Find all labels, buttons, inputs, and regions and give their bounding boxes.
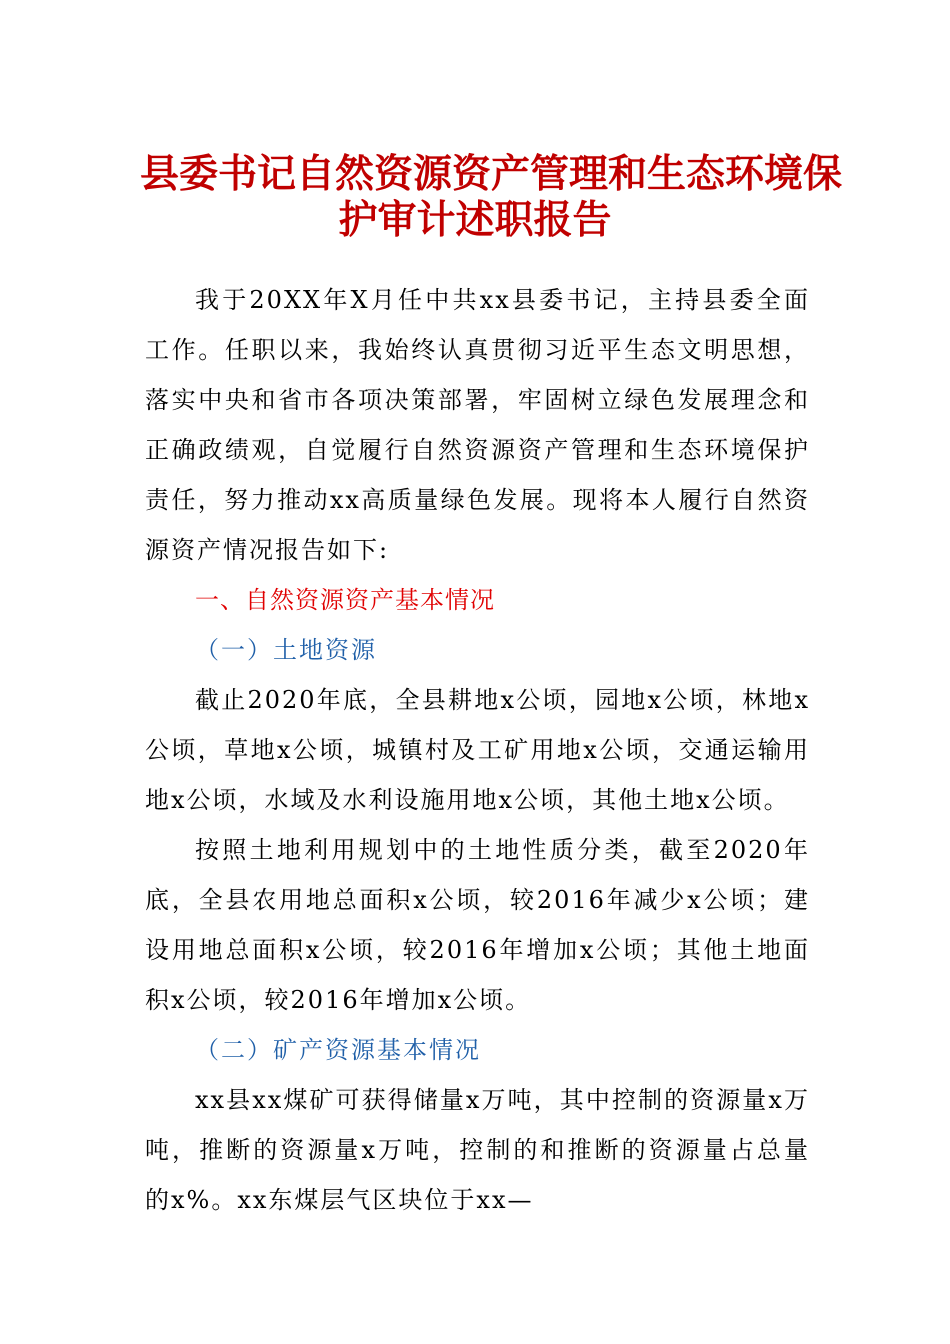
land-paragraph-1: 截止2020年底，全县耕地x公顷，园地x公顷，林地x公顷，草地x公顷，城镇村及工矿用地x公顷，交通运输用地x公顷，水域及水利设施用地x公顷，其他土地x公顷。: [145, 686, 810, 814]
intro-paragraph: 我于20XX年X月任中共xx县委书记，主持县委全面工作。任职以来，我始终认真贯彻习近平生态文明思想，落实中央和省市各项决策部署，牢固树立绿色发展理念和正确政绩观，自觉履行自然资源资产管理和生态环境保护责任，努力推动xx高质量绿色发展。现将本人履行自然资源资产情况报告如下:: [145, 286, 810, 564]
document-body: [145, 275, 810, 1225]
land-paragraph-2: 按照土地利用规划中的土地性质分类，截至2020年底，全县农用地总面积x公顷，较2016年减少x公顷；建设用地总面积x公顷，较2016年增加x公顷；其他土地面积x公顷，较2016年增加x公顷。: [145, 836, 810, 1014]
minerals-paragraph-1: xx县xx煤矿可获得储量x万吨，其中控制的资源量x万吨，推断的资源量x万吨，控制的和推断的资源量占总量的x%。xx东煤层气区块位于xx—: [145, 1086, 810, 1214]
subsection-heading-land: （一）土地资源: [195, 636, 377, 664]
document-title-line-1: 县委书记自然资源资产管理和生态环境保: [140, 152, 843, 197]
section-heading-1: 一、自然资源资产基本情况: [195, 586, 495, 614]
document-title-line-2: 护审计述职报告: [338, 198, 612, 243]
subsection-heading-minerals: （二）矿产资源基本情况: [195, 1036, 481, 1064]
